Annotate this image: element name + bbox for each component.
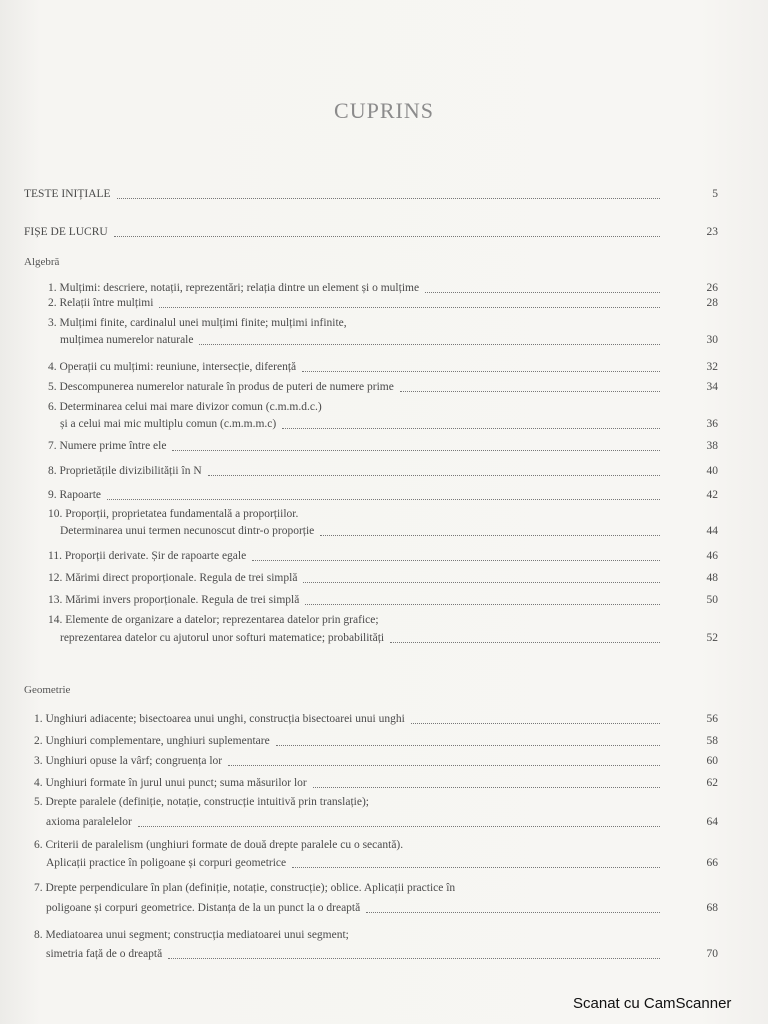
algebra-entry-14-line-2: reprezentarea datelor cu ajutorul unor softuri matematice; probabilități xyxy=(60,632,385,644)
algebra-entry-9-page-number: 42 xyxy=(706,489,718,501)
algebra-entry-3-line-1: 3. Mulțimi finite, cardinalul unei mulțimi finite; mulțimi infinite, xyxy=(48,317,347,329)
algebra-entry-10-line-1: 10. Proporții, proprietatea fundamentală a proporțiilor. xyxy=(48,508,299,520)
dot-leader xyxy=(138,826,660,827)
algebra-entry-6-line-2: și a celui mai mic multiplu comun (c.m.m.m.c) xyxy=(60,418,277,430)
algebra-entry-7-line-1: 7. Numere prime între ele xyxy=(48,440,167,452)
geometry-entry-5-line-1: 5. Drepte paralele (definiție, notație, construcție intuitivă prin translație); xyxy=(34,796,369,808)
front-entry-2-line-1: FIȘE DE LUCRU xyxy=(24,226,108,238)
dot-leader xyxy=(168,958,660,959)
algebra-entry-1-line-1: 1. Mulțimi: descriere, notații, reprezentări; relația dintre un element și o mulțime xyxy=(48,282,420,294)
dot-leader xyxy=(400,391,660,392)
geometry-entry-1-page-number: 56 xyxy=(706,713,718,725)
algebra-entry-13-line-1: 13. Mărimi invers proporționale. Regula de trei simplă xyxy=(48,594,300,606)
algebra-entry-6-line-1: 6. Determinarea celui mai mare divizor comun (c.m.m.d.c.) xyxy=(48,401,322,413)
dot-leader xyxy=(303,582,660,583)
scanner-watermark: Scanat cu CamScanner xyxy=(573,995,732,1012)
algebra-entry-8-line-1: 8. Proprietățile divizibilității în N xyxy=(48,465,202,477)
algebra-entry-5-line-1: 5. Descompunerea numerelor naturale în produs de puteri de numere prime xyxy=(48,381,394,393)
algebra-entry-12-line-1: 12. Mărimi direct proporționale. Regula de trei simplă xyxy=(48,572,298,584)
dot-leader xyxy=(252,560,660,561)
geometry-entry-2-page-number: 58 xyxy=(706,735,718,747)
dot-leader xyxy=(366,912,660,913)
section-heading-geometry: Geometrie xyxy=(24,684,71,696)
geometry-entry-6-line-1: 6. Criterii de paralelism (unghiuri formate de două drepte paralele cu o secantă). xyxy=(34,839,404,851)
front-entry-1-page-number: 5 xyxy=(712,188,718,200)
dot-leader xyxy=(228,765,660,766)
geometry-entry-6-line-2: Aplicații practice în poligoane și corpuri geometrice xyxy=(46,857,287,869)
dot-leader xyxy=(199,344,660,345)
dot-leader xyxy=(276,745,660,746)
algebra-entry-13-page-number: 50 xyxy=(706,594,718,606)
dot-leader xyxy=(302,371,660,372)
dot-leader xyxy=(282,428,660,429)
algebra-entry-10-line-2: Determinarea unui termen necunoscut dintr-o proporție xyxy=(60,525,315,537)
algebra-entry-3-line-2: mulțimea numerelor naturale xyxy=(60,334,194,346)
dot-leader xyxy=(390,642,660,643)
algebra-entry-1-page-number: 26 xyxy=(706,282,718,294)
dot-leader xyxy=(313,787,660,788)
geometry-entry-4-page-number: 62 xyxy=(706,777,718,789)
algebra-entry-10-page-number: 44 xyxy=(706,525,718,537)
geometry-entry-3-line-1: 3. Unghiuri opuse la vârf; congruența lor xyxy=(34,755,223,767)
algebra-entry-4-line-1: 4. Operații cu mulțimi: reuniune, intersecție, diferență xyxy=(48,361,297,373)
dot-leader xyxy=(208,475,660,476)
geometry-entry-2-line-1: 2. Unghiuri complementare, unghiuri suplementare xyxy=(34,735,270,747)
geometry-entry-1-line-1: 1. Unghiuri adiacente; bisectoarea unui unghi, construcția bisectoarei unui unghi xyxy=(34,713,405,725)
algebra-entry-11-page-number: 46 xyxy=(706,550,718,562)
geometry-entry-7-line-1: 7. Drepte perpendiculare în plan (definiție, notație, construcție); oblice. Aplicații practice în xyxy=(34,882,456,894)
front-entry-1-line-1: TESTE INIȚIALE xyxy=(24,188,111,200)
geometry-entry-3-page-number: 60 xyxy=(706,755,718,767)
page-title: CUPRINS xyxy=(334,98,434,123)
algebra-entry-2-line-1: 2. Relații între mulțimi xyxy=(48,297,154,309)
dot-leader xyxy=(411,723,660,724)
geometry-entry-5-line-2: axioma paralelelor xyxy=(46,816,132,828)
geometry-entry-8-line-2: simetria față de o dreaptă xyxy=(46,948,163,960)
geometry-entry-5-page-number: 64 xyxy=(706,816,718,828)
geometry-entry-7-page-number: 68 xyxy=(706,902,718,914)
section-heading-algebra: Algebră xyxy=(24,256,60,268)
dot-leader xyxy=(159,307,660,308)
algebra-entry-4-page-number: 32 xyxy=(706,361,718,373)
geometry-entry-8-line-1: 8. Mediatoarea unui segment; construcția mediatoarei unui segment; xyxy=(34,929,349,941)
front-entry-2-page-number: 23 xyxy=(706,226,718,238)
dot-leader xyxy=(114,236,660,237)
algebra-entry-11-line-1: 11. Proporții derivate. Șir de rapoarte egale xyxy=(48,550,247,562)
geometry-entry-6-page-number: 66 xyxy=(706,857,718,869)
algebra-entry-2-page-number: 28 xyxy=(706,297,718,309)
algebra-entry-5-page-number: 34 xyxy=(706,381,718,393)
algebra-entry-14-page-number: 52 xyxy=(706,632,718,644)
algebra-entry-7-page-number: 38 xyxy=(706,440,718,452)
dot-leader xyxy=(305,604,660,605)
algebra-entry-12-page-number: 48 xyxy=(706,572,718,584)
dot-leader xyxy=(117,198,660,199)
geometry-entry-4-line-1: 4. Unghiuri formate în jurul unui punct; suma măsurilor lor xyxy=(34,777,307,789)
geometry-entry-8-page-number: 70 xyxy=(706,948,718,960)
dot-leader xyxy=(292,867,660,868)
dot-leader xyxy=(425,292,660,293)
dot-leader xyxy=(320,535,660,536)
algebra-entry-9-line-1: 9. Rapoarte xyxy=(48,489,102,501)
geometry-entry-7-line-2: poligoane și corpuri geometrice. Distanța de la un punct la o dreaptă xyxy=(46,902,361,914)
dot-leader xyxy=(107,499,660,500)
algebra-entry-6-page-number: 36 xyxy=(706,418,718,430)
dot-leader xyxy=(172,450,660,451)
algebra-entry-3-page-number: 30 xyxy=(706,334,718,346)
algebra-entry-14-line-1: 14. Elemente de organizare a datelor; reprezentarea datelor prin grafice; xyxy=(48,614,379,626)
algebra-entry-8-page-number: 40 xyxy=(706,465,718,477)
